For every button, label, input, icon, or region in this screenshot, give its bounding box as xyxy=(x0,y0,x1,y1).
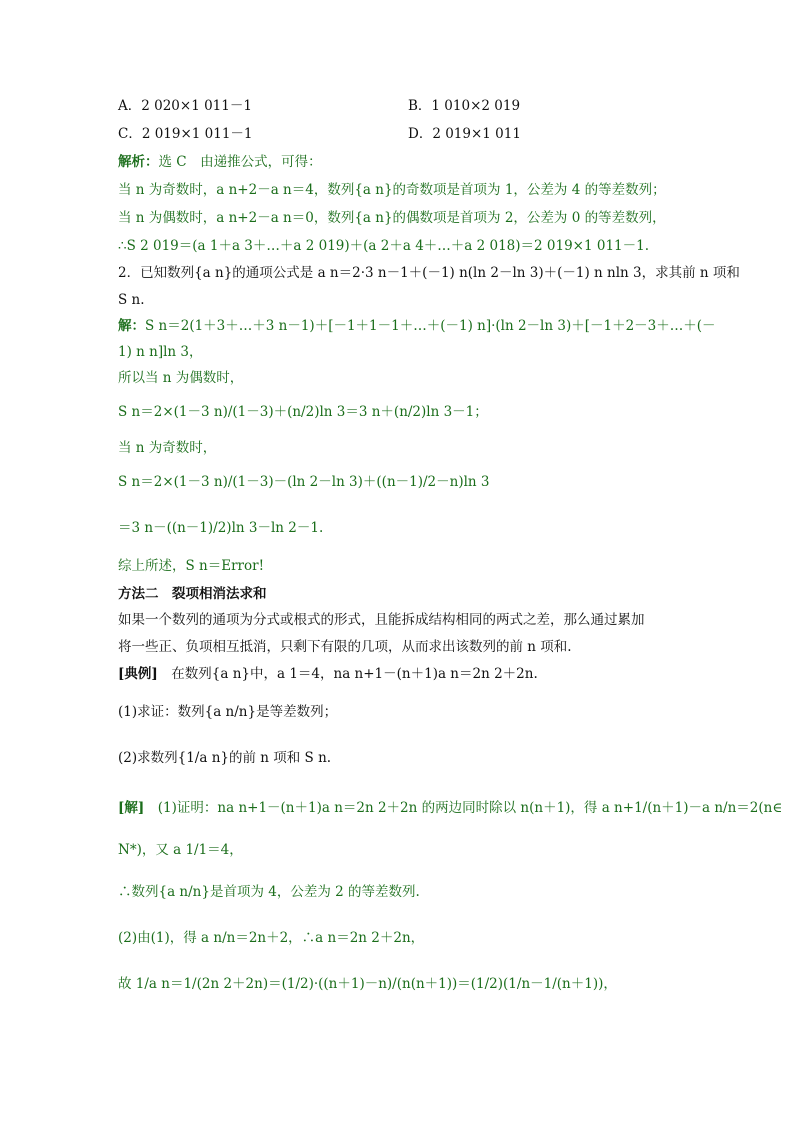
sol2-odd-intro: 当 n 为奇数时， xyxy=(118,440,217,456)
sol2-odd-formula1: S n＝2×(1－3 n)/(1－3)－(ln 2－ln 3)＋((n－1)/2－n)ln 3 xyxy=(118,474,490,490)
method2-desc2: 将一些正、负项相互抵消，只剩下有限的几项，从而求出该数列的前 n 项和. xyxy=(118,639,572,655)
sol2-l2: 1) n n]ln 3， xyxy=(118,344,203,360)
method2-title: 方法二 裂项相消法求和 xyxy=(118,586,267,602)
option-b: B．1 010×2 019 xyxy=(408,98,521,114)
sol1-sum: ∴S 2 019＝(a 1＋a 3＋…＋a 2 019)＋(a 2＋a 4＋…＋a 2 018)＝2 019×1 011－1. xyxy=(118,238,650,254)
q2-line2: S n. xyxy=(118,292,145,308)
method2-desc1: 如果一个数列的通项为分式或根式的形式，且能拆成结构相同的两式之差，那么通过累加 xyxy=(118,612,645,628)
sol3-l5: 故 1/a n＝1/(2n 2＋2n)＝(1/2)·((n＋1)－n)/(n(n＋1))＝(1/2)(1/n－1/(n＋1))， xyxy=(118,976,617,992)
sol2-even-formula: S n＝2×(1－3 n)/(1－3)＋(n/2)ln 3＝3 n＋(n/2)ln 3－1； xyxy=(118,404,488,420)
option-d: D．2 019×1 011 xyxy=(408,126,521,142)
sol1-odd: 当 n 为奇数时，a n+2－a n＝4，数列{a n}的奇数项是首项为 1，公差为 4 的等差数列； xyxy=(118,182,666,198)
sol3-l1: (1)证明：na n+1－(n＋1)a n＝2n 2＋2n 的两边同时除以 n(n＋1)，得 a n+1/(n＋1)－a n/n＝2(n∈ xyxy=(157,800,783,816)
sol2-even-intro: 所以当 n 为偶数时， xyxy=(118,370,244,386)
sol1-choice: 选 C 由递推公式，可得： xyxy=(158,154,322,170)
sol1-head: 解析： xyxy=(118,154,159,170)
sol2-line1 xyxy=(118,316,716,336)
q2-line1: 2．已知数列{a n}的通项公式是 a n＝2·3 n－1＋(－1) n(ln 2－ln 3)＋(－1) n nln 3，求其前 n 项和 xyxy=(118,265,740,281)
sol2-conclusion: 综上所述，S n＝Error! xyxy=(118,558,265,574)
option-a: A．2 020×1 011－1 xyxy=(118,98,252,114)
sol3-tag: [解] xyxy=(118,800,145,816)
example-stem: 在数列{a n}中，a 1＝4，na n+1－(n＋1)a n＝2n 2＋2n. xyxy=(171,666,538,682)
option-c: C．2 019×1 011－1 xyxy=(118,126,253,142)
sol2-odd-formula2: ＝3 n－((n－1)/2)ln 3－ln 2－1. xyxy=(118,520,324,536)
sol3-l4: (2)由(1)，得 a n/n＝2n＋2，∴a n＝2n 2＋2n， xyxy=(118,930,425,946)
sol3-l3: ∴数列{a n/n}是首项为 4，公差为 2 的等差数列. xyxy=(118,884,420,900)
sol1-even: 当 n 为偶数时，a n+2－a n＝0，数列{a n}的偶数项是首项为 2，公差为 0 的等差数列， xyxy=(118,210,666,226)
sol2-l1: S n＝2(1＋3＋…＋3 n－1)＋[－1＋1－1＋…＋(－1) n]·(ln 2－ln 3)＋[－1＋2－3＋…＋(－ xyxy=(145,318,716,334)
sol3-l2: N*)，又 a 1/1＝4， xyxy=(118,842,243,858)
sol2-head: 解： xyxy=(118,318,145,334)
example-tag: [典例] xyxy=(118,666,158,682)
example-stem-line xyxy=(118,664,538,684)
sol1-choice-line xyxy=(118,152,322,172)
example-p2: (2)求数列{1/a n}的前 n 项和 S n. xyxy=(118,750,332,766)
example-p1: (1)求证：数列{a n/n}是等差数列； xyxy=(118,704,338,720)
sol3-line1 xyxy=(118,798,782,818)
